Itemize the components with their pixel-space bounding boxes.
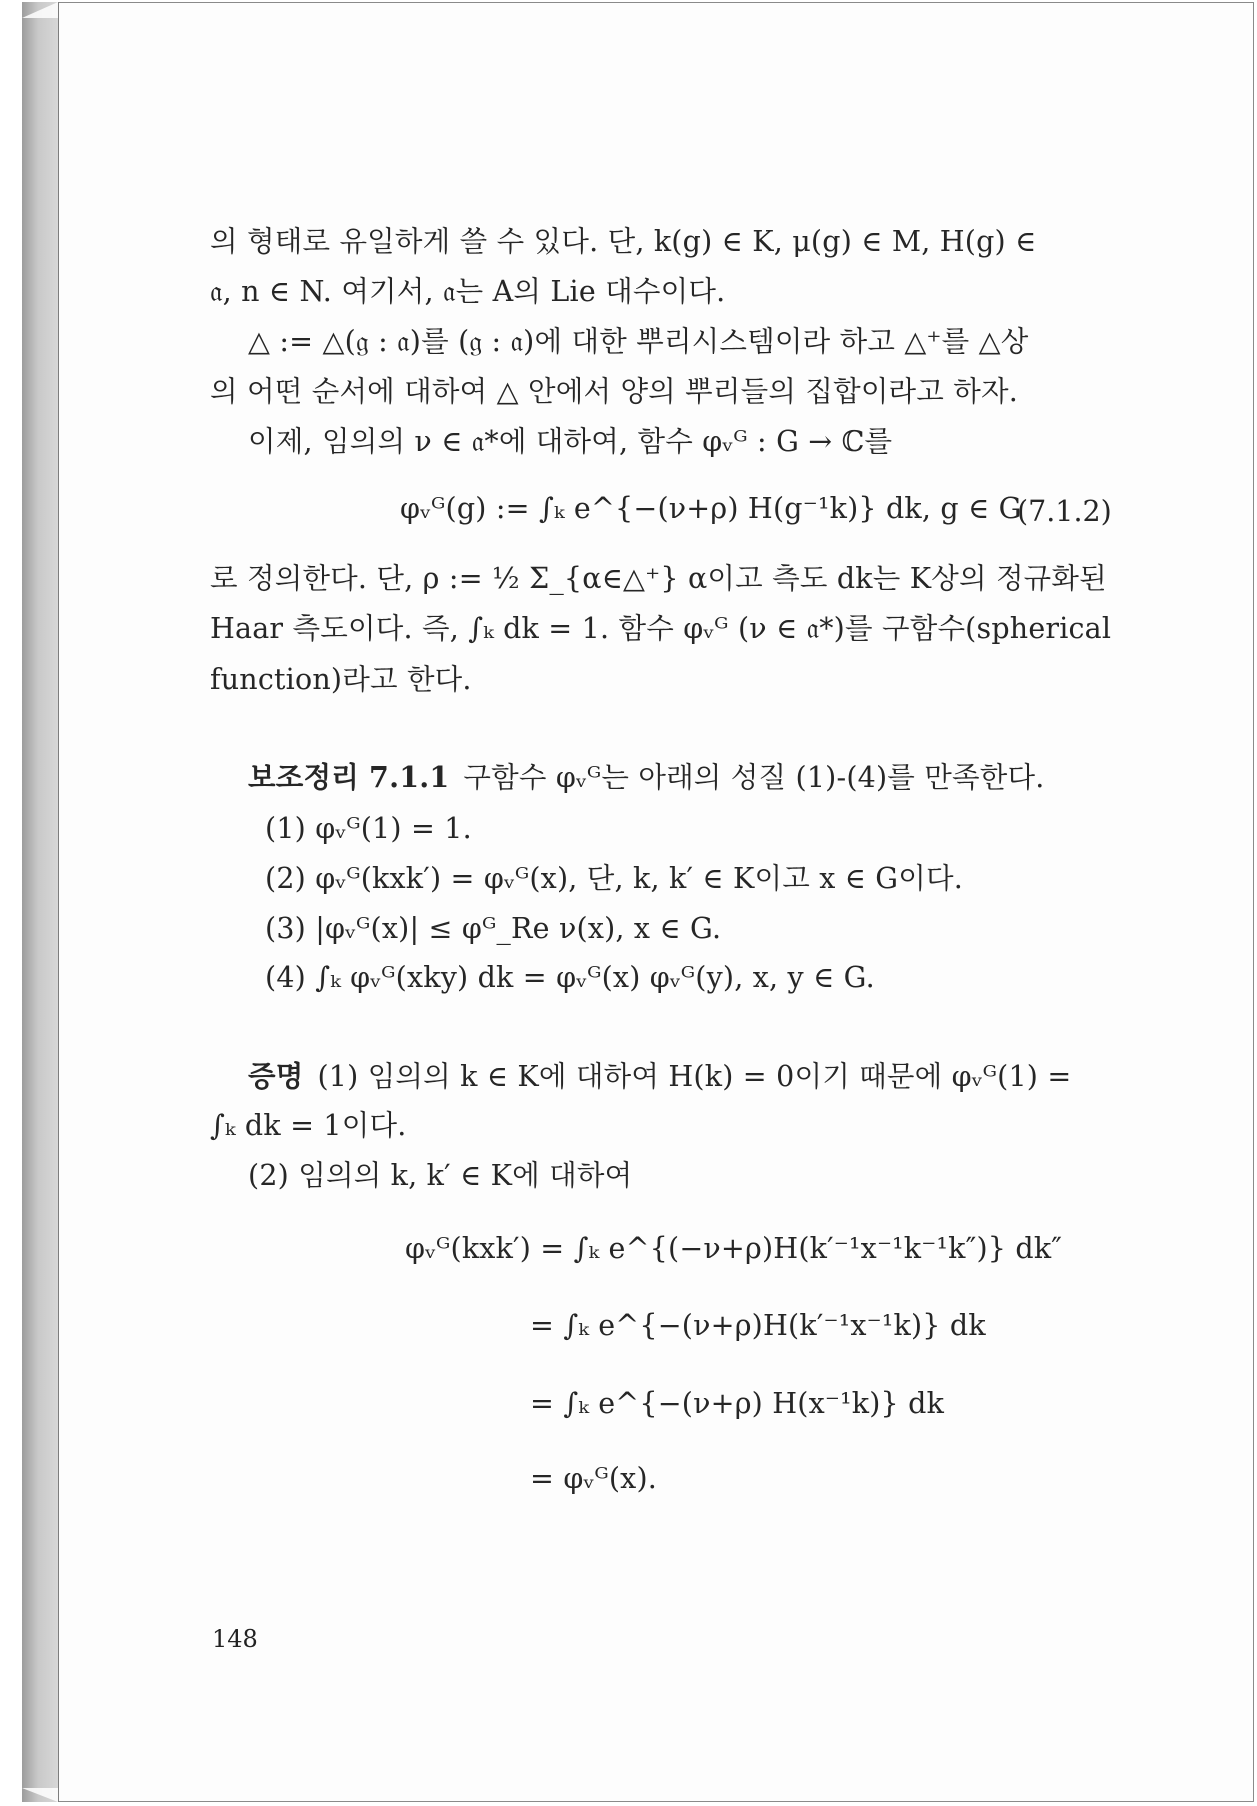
paragraph4-line1: 로 정의한다. 단, ρ := ½ Σ_{α∈△⁺} α이고 측도 dk는 K상의 정규화된 <box>210 562 1107 595</box>
paragraph2-line2: 의 어떤 순서에 대하여 △ 안에서 양의 뿌리들의 집합이라고 하자. <box>210 375 1018 408</box>
paragraph4-line3: function)라고 한다. <box>210 663 472 696</box>
paragraph1-line1: 의 형태로 유일하게 쓸 수 있다. 단, k(g) ∈ K, μ(g) ∈ M, H(g) ∈ <box>210 225 1037 258</box>
lemma-item: (3) |φᵥᴳ(x)| ≤ φᴳ_Re ν(x), x ∈ G. <box>265 912 722 945</box>
lemma-statement: 구함수 φᵥᴳ는 아래의 성질 (1)-(4)를 만족한다. <box>463 761 1045 794</box>
proof-line2: ∫ₖ dk = 1이다. <box>210 1109 407 1142</box>
paragraph1-line2: 𝔞, n ∈ N. 여기서, 𝔞는 A의 Lie 대수이다. <box>210 275 726 308</box>
paragraph4-line2: Haar 측도이다. 즉, ∫ₖ dk = 1. 함수 φᵥᴳ (ν ∈ 𝔞*)를 구함수(spherical <box>210 612 1112 645</box>
derivation-step: = ∫ₖ e^{−(ν+ρ)H(k′⁻¹x⁻¹k)} dk <box>530 1309 986 1342</box>
derivation-step: = φᵥᴳ(x). <box>530 1462 658 1495</box>
equation-7-1-2: φᵥᴳ(g) := ∫ₖ e^{−(ν+ρ) H(g⁻¹k)} dk, g ∈ G <box>400 492 1022 525</box>
page-number: 148 <box>212 1625 258 1653</box>
paragraph3-line1: 이제, 임의의 ν ∈ 𝔞*에 대하여, 함수 φᵥᴳ : G → ℂ를 <box>248 425 893 458</box>
proof-label: 증명 <box>248 1059 304 1093</box>
equation-number: (7.1.2) <box>1017 495 1112 528</box>
lemma-item: (1) φᵥᴳ(1) = 1. <box>265 812 472 845</box>
lemma-heading <box>248 760 1045 794</box>
lemma-item: (2) φᵥᴳ(kxk′) = φᵥᴳ(x), 단, k, k′ ∈ K이고 x ∈ G이다. <box>265 862 963 895</box>
paragraph2-line1: △ := △(𝔤 : 𝔞)를 (𝔤 : 𝔞)에 대한 뿌리시스템이라 하고 △⁺를 △상 <box>248 325 1029 358</box>
derivation-step: φᵥᴳ(kxk′) = ∫ₖ e^{(−ν+ρ)H(k′⁻¹x⁻¹k⁻¹k″)} dk″ <box>405 1232 1063 1265</box>
book-page <box>22 2 1254 1802</box>
book-spine <box>22 2 59 1802</box>
proof-text: (1) 임의의 k ∈ K에 대하여 H(k) = 0이기 때문에 φᵥᴳ(1) = <box>317 1060 1072 1093</box>
lemma-label: 보조정리 7.1.1 <box>248 760 450 794</box>
derivation-step: = ∫ₖ e^{−(ν+ρ) H(x⁻¹k)} dk <box>530 1387 945 1420</box>
lemma-item: (4) ∫ₖ φᵥᴳ(xky) dk = φᵥᴳ(x) φᵥᴳ(y), x, y ∈ G. <box>265 961 875 994</box>
proof-line1 <box>248 1059 1072 1093</box>
proof-line3: (2) 임의의 k, k′ ∈ K에 대하여 <box>248 1159 633 1192</box>
